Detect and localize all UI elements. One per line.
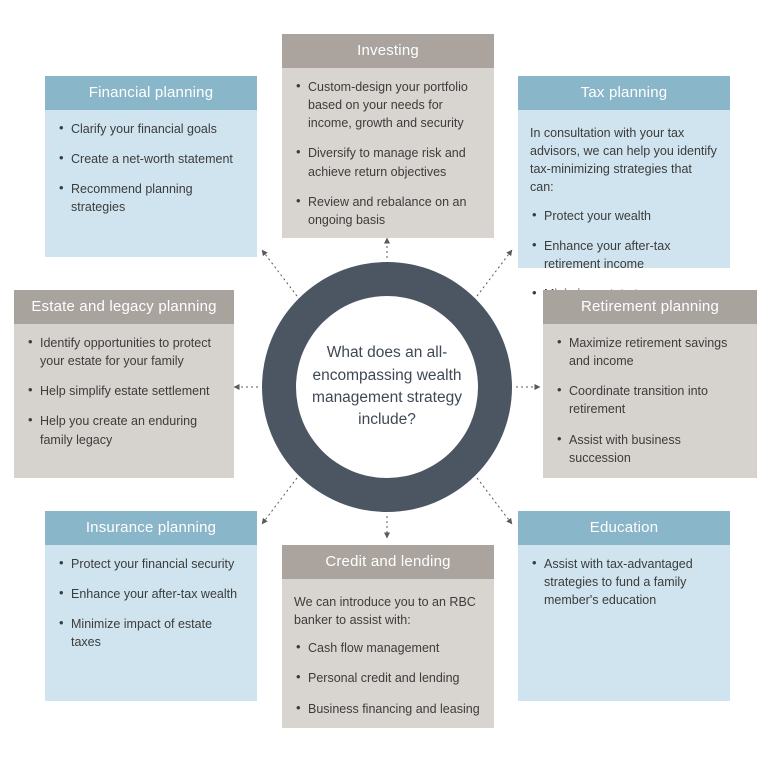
card-retirement-planning-bullets bbox=[555, 334, 745, 467]
list-item: • Maximize retirement savings and income bbox=[555, 334, 745, 370]
card-investing-bullets bbox=[294, 78, 482, 229]
card-credit-and-lending[interactable] bbox=[282, 545, 494, 728]
card-estate-and-legacy-planning-body bbox=[14, 324, 234, 461]
card-estate-and-legacy-planning-title: Estate and legacy planning bbox=[14, 290, 234, 324]
card-insurance-planning[interactable] bbox=[45, 511, 257, 701]
card-estate-and-legacy-planning-bullets bbox=[26, 334, 222, 449]
card-credit-and-lending-body bbox=[282, 579, 494, 730]
card-education-title: Education bbox=[518, 511, 730, 545]
card-financial-planning[interactable] bbox=[45, 76, 257, 257]
list-item: • Personal credit and lending bbox=[294, 669, 482, 687]
card-credit-and-lending-bullets bbox=[294, 639, 482, 717]
list-item: • Enhance your after-tax wealth bbox=[57, 585, 245, 603]
list-item: • Custom-design your portfolio based on your needs for income, growth and security bbox=[294, 78, 482, 132]
list-item: • Coordinate transition into retirement bbox=[555, 382, 745, 418]
card-investing-title: Investing bbox=[282, 34, 494, 68]
card-financial-planning-body bbox=[45, 110, 257, 229]
list-item: • Protect your financial security bbox=[57, 555, 245, 573]
list-item: • Recommend planning strategies bbox=[57, 180, 245, 216]
list-item: • Protect your wealth bbox=[530, 207, 718, 225]
card-insurance-planning-bullets bbox=[57, 555, 245, 652]
list-item: • Cash flow management bbox=[294, 639, 482, 657]
card-retirement-planning[interactable] bbox=[543, 290, 757, 478]
card-financial-planning-bullets bbox=[57, 120, 245, 217]
card-estate-and-legacy-planning[interactable] bbox=[14, 290, 234, 478]
list-item: • Identify opportunities to protect your estate for your family bbox=[26, 334, 222, 370]
list-item: • Review and rebalance on an ongoing basis bbox=[294, 193, 482, 229]
card-tax-planning[interactable] bbox=[518, 76, 730, 271]
card-retirement-planning-title: Retirement planning bbox=[543, 290, 757, 324]
list-item: • Business financing and leasing bbox=[294, 700, 482, 718]
card-tax-planning-title: Tax planning bbox=[518, 76, 730, 110]
card-investing-body bbox=[282, 68, 494, 241]
list-item: • Assist with tax-advantaged strategies to fund a family member's education bbox=[530, 555, 718, 609]
list-item: • Assist with business succession bbox=[555, 431, 745, 467]
card-retirement-planning-body bbox=[543, 324, 757, 479]
list-item: • Help you create an enduring family legacy bbox=[26, 412, 222, 448]
card-education-body bbox=[518, 545, 730, 621]
card-credit-and-lending-title: Credit and lending bbox=[282, 545, 494, 579]
card-insurance-planning-title: Insurance planning bbox=[45, 511, 257, 545]
card-tax-planning-body bbox=[518, 110, 730, 315]
card-financial-planning-title: Financial planning bbox=[45, 76, 257, 110]
list-item: • Minimize impact of estate taxes bbox=[57, 615, 245, 651]
card-tax-planning-bullets bbox=[530, 207, 718, 304]
card-education[interactable] bbox=[518, 511, 730, 701]
card-credit-and-lending-intro: We can introduce you to an RBC banker to assist with: bbox=[294, 595, 476, 628]
card-education-bullets bbox=[530, 555, 718, 609]
list-item: • Help simplify estate settlement bbox=[26, 382, 222, 400]
center-donut-inner bbox=[296, 296, 478, 478]
list-item: • Clarify your financial goals bbox=[57, 120, 245, 138]
list-item: • Create a net-worth statement bbox=[57, 150, 245, 168]
card-investing[interactable] bbox=[282, 34, 494, 238]
center-donut bbox=[262, 262, 512, 512]
card-tax-planning-intro: In consultation with your tax advisors, we can help you identify tax-minimizing strategies that can: bbox=[530, 126, 717, 195]
card-insurance-planning-body bbox=[45, 545, 257, 664]
center-question: What does an all-encompassing wealth management strategy include? bbox=[312, 344, 462, 429]
list-item: • Enhance your after-tax retirement income bbox=[530, 237, 718, 273]
list-item: • Diversify to manage risk and achieve return objectives bbox=[294, 144, 482, 180]
